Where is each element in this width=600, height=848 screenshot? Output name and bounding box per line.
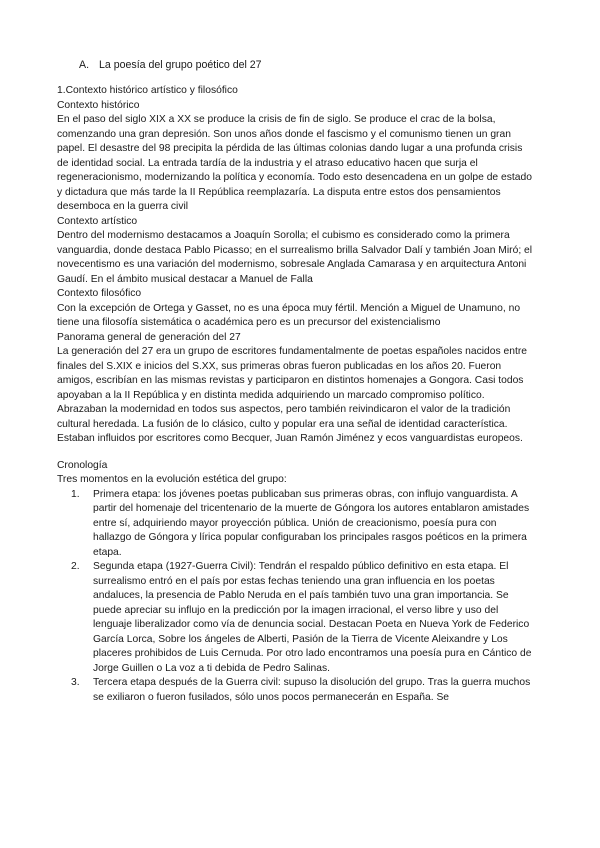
document-title (79, 58, 535, 72)
list-item (57, 676, 535, 705)
artistico-heading: Contexto artístico (57, 215, 138, 227)
cronologia-list (57, 488, 535, 706)
cronologia-section (57, 459, 535, 706)
cronologia-intro: Tres momentos en la evolución estética del grupo: (57, 474, 287, 485)
artistico-paragraph: Dentro del modernismo destacamos a Joaquín Sorolla; el cubismo es considerado como la primera vanguardia, donde destaca Pablo Picasso; en el surrealismo brilla Salvador Dalí y también Joan Miró; el novecentismo es una variación del modernismo, sobresale Anglada Camarasa y en arquitectura Antoni Gaudí. En el ámbito musical destacar a Manuel de Falla (57, 230, 533, 285)
list-item-number: 1. (71, 488, 80, 500)
list-item-number: 3. (71, 677, 80, 688)
filosofico-paragraph: Con la excepción de Ortega y Gasset, no es una época muy fértil. Mención a Miguel de Unamuno, no tiene una filosofía sistemática o académica pero es un precursor del existencialismo (57, 302, 521, 328)
cronologia-heading: Cronología (57, 459, 108, 471)
list-item-text: Tercera etapa después de la Guerra civil: supuso la disolución del grupo. Tras la guerra muchos se exiliaron o fueron fusilados, sólo unos pocos permanecerán en España. Se (93, 677, 531, 703)
list-item (57, 488, 535, 561)
section-title: 1.Contexto histórico artístico y filosófico (57, 85, 238, 96)
list-item-text: Primera etapa: los jóvenes poetas publicaban sus primeras obras, con influjo vanguardista. A partir del homenaje del tricentenario de la muerte de Góngora los autores entablaron amistades entre sí, adquiriendo mayor proyección pública. Unión de creacionismo, poesía pura con hallazgo de Góngora y lírica popular configuraban los principales rasgos poéticos en la primera etapa. (93, 488, 530, 558)
panorama-heading: Panorama general de generación del 27 (57, 331, 241, 343)
document-page (57, 58, 535, 705)
list-item (57, 560, 535, 676)
panorama-paragraph-1: La generación del 27 era un grupo de escritores fundamentalmente de poetas españoles nacidos entre finales del S.XIX e inicios del S.XX, sus primeras obras fueron publicadas en los años 20. Fueron amigos, escribían en las mismas revistas y participaron en distintos homenajes a Gongora. Casi todos apoyaban a la II República y en distinta medida adquiriendo un marcado compromiso político. (57, 346, 527, 401)
filosofico-heading: Contexto filosófico (57, 288, 142, 299)
panorama-paragraph-2: Abrazaban la modernidad en todos sus aspectos, pero también reivindicaron el valor de la tradición cultural heredada. La fusión de lo clásico, culto y popular era una señal de identidad característica. Estaban influidos por escritores como Becquer, Juan Ramón Jiménez y ecos vanguardistas europeos. (57, 404, 523, 444)
list-item-number: 2. (71, 561, 80, 572)
title-text: La poesía del grupo poético del 27 (99, 59, 262, 71)
historico-heading: Contexto histórico (57, 99, 140, 111)
title-letter: A. (79, 59, 90, 71)
historico-paragraph: En el paso del siglo XIX a XX se produce la crisis de fin de siglo. Se produce el crac de la bolsa, comenzando una gran depresión. Son unos años donde el fascismo y el comunismo tienen un gran papel. El desastre del 98 precipita la pérdida de las últimas colonias dando lugar a una profunda crisis de identidad social. La entrada tardía de la industria y el atraso educativo hacen que surja el regeneracionismo, modernizando la política y economía. Todo esto desencadena en un golpe de estado y dictadura que más tarde la II República reemplazaría. La disputa entre estos dos pensamientos desemboca en la guerra civil (57, 114, 532, 212)
list-item-text: Segunda etapa (1927-Guerra Civil): Tendrán el respaldo público definitivo en esta etapa. El surrealismo entró en el país por estas fechas teniendo una gran influencia en los poetas andaluces, la presencia de Pablo Neruda en el país también tuvo una gran importancia. Se puede apreciar su influjo en la predicción por la imagen irracional, el verso libre y uso del lenguaje liberalizador como vía de denuncia social. Destacan Poeta en Nueva York de Federico García Lorca, Sobre los ángeles de Alberti, Pasión de la Tierra de Vicente Aleixandre y Los placeres prohibidos de Luis Cernuda. Por otro lado encontramos una poesía pura en Cántico de Jorge Guillen o La voz a ti debida de Pedro Salinas. (93, 561, 532, 674)
